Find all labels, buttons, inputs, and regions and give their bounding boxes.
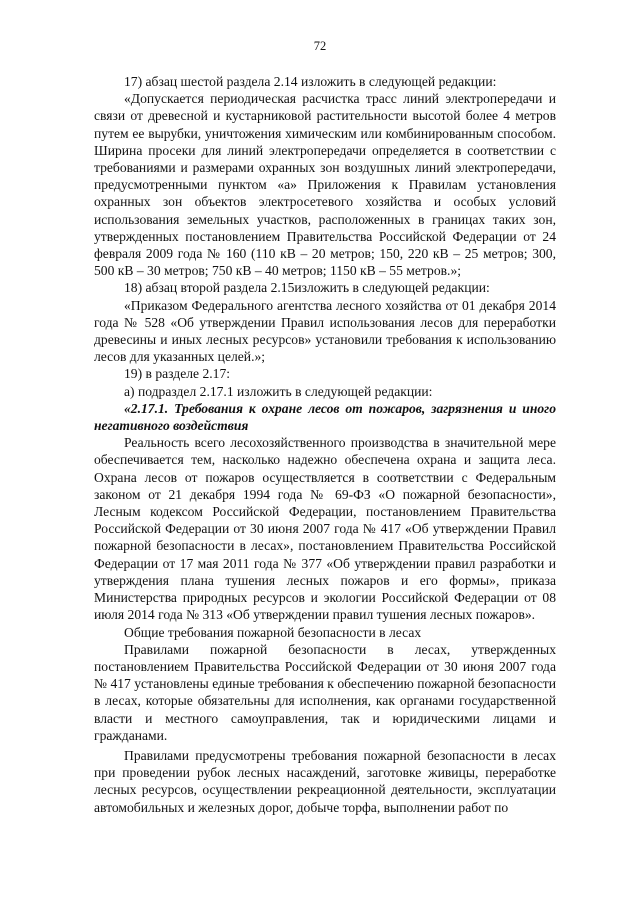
paragraph-17-intro: 17) абзац шестой раздела 2.14 изложить в следующей редакции: <box>124 74 497 89</box>
paragraph-fire-protection: Реальность всего лесохозяйственного производства в значительной мере обеспечивается тем, насколько надежно обеспечена охрана и защита леса. Охрана лесов от пожаров осуществляется в соответствии с Федеральным законом от 21 декабря 1994 года № 69-ФЗ «О пожарной безопасности», Лесным кодексом Российской Федерации, постановлением Правительства Российской Федерации от 30 июня 2007 года № 417 «Об утверждении Правил пожарной безопасности в лесах», постановлением Правительства Российской Федерации от 17 мая 2011 года № 377 «Об утверждении правил разработки и утверждения плана тушения лесных пожаров и его формы», приказа Министерства природных ресурсов и экологии Российской Федерации от 08 июля 2014 года № 313 «Об утверждении правил тушения лесных пожаров». <box>94 435 556 623</box>
paragraph-19-intro: 19) в разделе 2.17: <box>124 366 231 382</box>
paragraph-18-intro: 18) абзац второй раздела 2.15изложить в следующей редакции: <box>124 280 490 296</box>
subheading-general-requirements: Общие требования пожарной безопасности в лесах <box>124 624 422 640</box>
page-number: 72 <box>313 39 327 53</box>
section-heading-2-17-1: «2.17.1. Требования к охране лесов от пожаров, загрязнения и иного негативного воздействия <box>94 400 556 434</box>
paragraph-rules-requirements: Правилами предусмотрены требования пожарной безопасности в лесах при проведении рубок лесных насаждений, заготовке живицы, переработке лесных ресурсов, осуществлении рекреационной деятельности, эксплуатации автомобильных и железных дорог, добыче торфа, выполнении работ по <box>94 747 556 815</box>
paragraph-subsection-a: а) подраздел 2.17.1 изложить в следующей редакции: <box>124 383 433 399</box>
paragraph-section-2-14-text: «Допускается периодическая расчистка трасс линий электропередачи и связи от древесной и кустарниковой растительности высотой более 4 метров путем ее вырубки, уничтожения химическим или комбинированным способом. Ширина просеки для линий электропередачи определяется в соответствии с требованиями и размерами охранных зон воздушных линий электропередачи, предусмотренными пунктом «а» Приложения к Правилам установления охранных зон объектов электросетевого хозяйства и особых условий использования земельных участков, расположенных в границах таких зон, утвержденных постановлением Правительства Российской Федерации от 24 февраля 2009 года № 160 (110 кВ – 20 метров; 150, 220 кВ – 25 метров; 300, 500 кВ – 30 метров; 750 кВ – 40 метров; 1150 кВ – 55 метров.»; <box>94 91 556 279</box>
paragraph-section-2-15-text: «Приказом Федерального агентства лесного хозяйства от 01 декабря 2014 года № 528 «Об утверждении Правил использования лесов для переработки древесины и иных лесных ресурсов» установили требования к использованию лесов для указанных целей.»; <box>94 297 556 365</box>
paragraph-fire-safety-rules: Правилами пожарной безопасности в лесах, утвержденных постановлением Правительства Российской Федерации от 30 июня 2007 года № 417 установлены единые требования к обеспечению пожарной безопасности в лесах, которые обязательны для исполнения, как органами государственной власти и местного самоуправления, так и юридическими лицами и гражданами. <box>94 641 556 743</box>
body-text <box>94 73 556 816</box>
